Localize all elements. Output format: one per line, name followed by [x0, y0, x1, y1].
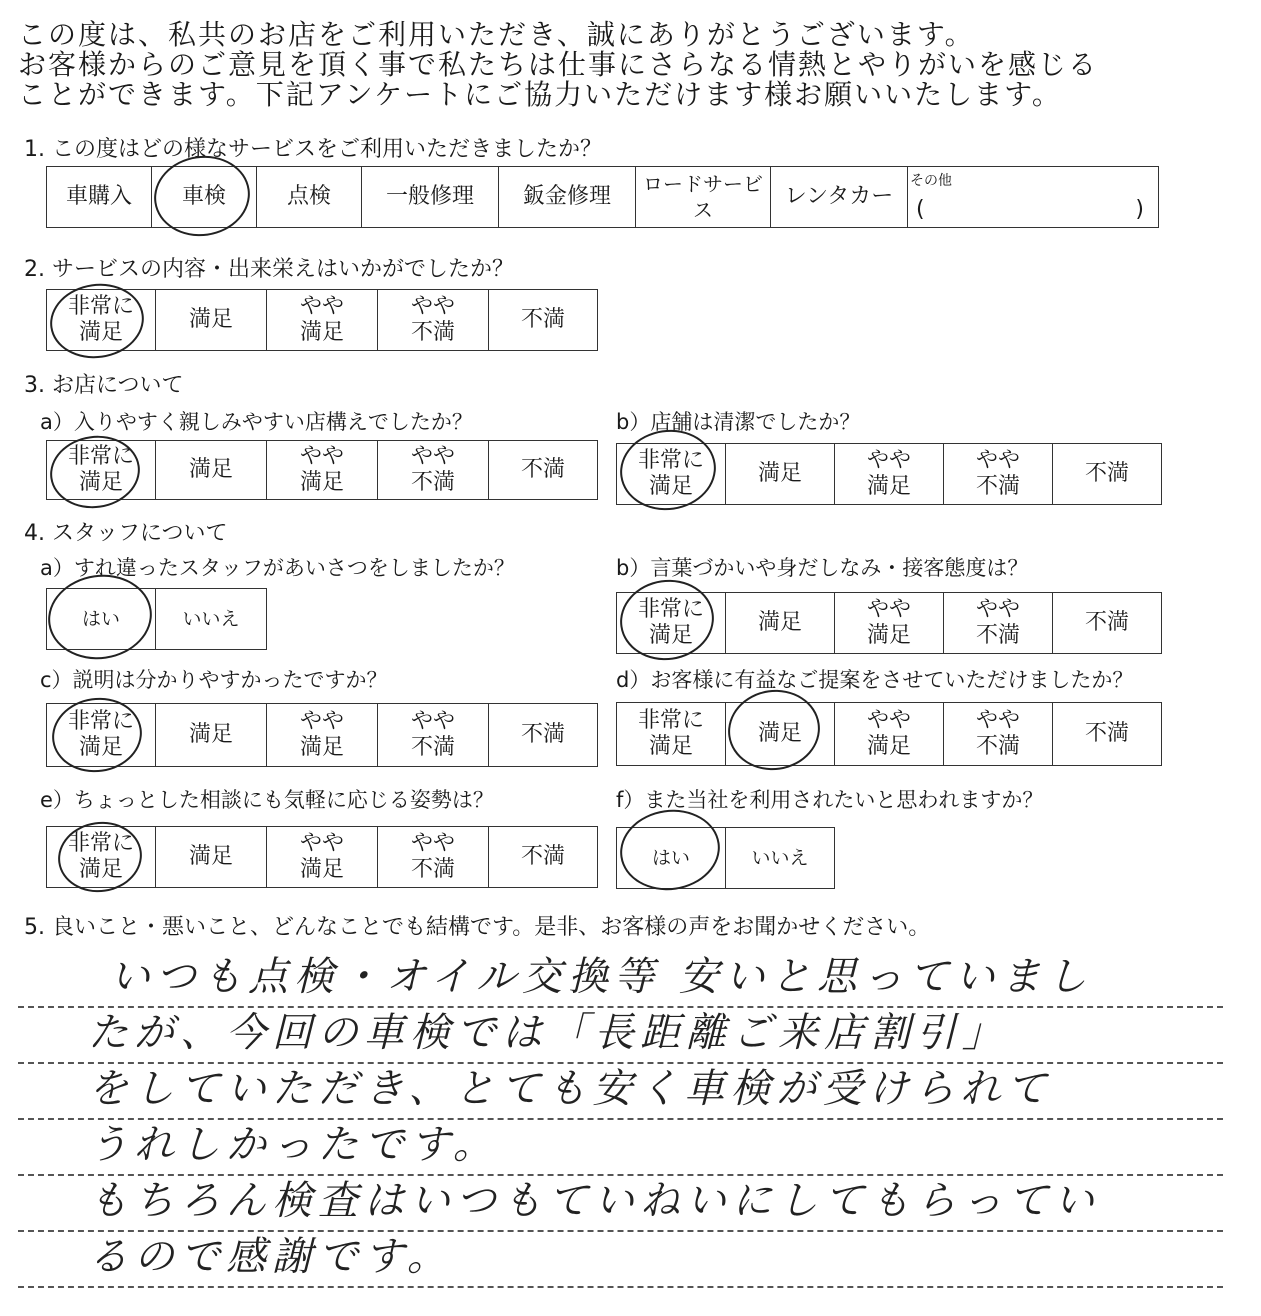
q4b-satisfied[interactable]: 満足: [726, 593, 835, 654]
q2-very-satisfied[interactable]: 非常に 満足: [47, 290, 156, 351]
q4e-title: e）ちょっとした相談にも気軽に応じる姿勢は？: [40, 788, 494, 812]
q4b-unsatisfied[interactable]: 不満: [1053, 593, 1162, 654]
q2-options: [46, 289, 598, 351]
q3a-somewhat-satisfied[interactable]: やや 満足: [267, 441, 378, 500]
q3a-unsatisfied[interactable]: 不満: [489, 441, 598, 500]
q4b-very-satisfied[interactable]: 非常に 満足: [617, 593, 726, 654]
q1-option-general-repair[interactable]: 一般修理: [362, 167, 499, 228]
q4a-no[interactable]: いいえ: [156, 589, 267, 650]
q1-other-close: ): [1135, 197, 1144, 222]
q4e-options: [46, 826, 598, 888]
q5-title: 5. 良いこと・悪いこと、どんなことでも結構です。是非、お客様の声をお聞かせください。: [24, 915, 931, 940]
comment-area: [18, 952, 1223, 1288]
intro-line-1: この度は、私共のお店をご利用いただき、誠にありがとうございます。: [18, 18, 975, 51]
q4f-title: f）また当社を利用されたいと思われますか？: [616, 788, 1044, 812]
q1-title: 1. この度はどの様なサービスをご利用いただきましたか？: [24, 137, 602, 162]
q3a-title: a）入りやすく親しみやすい店構えでしたか？: [40, 410, 473, 434]
q3a-satisfied[interactable]: 満足: [156, 441, 267, 500]
q4c-very-satisfied[interactable]: 非常に 満足: [47, 704, 156, 767]
q1-options: [46, 166, 1159, 228]
q4d-satisfied[interactable]: 満足: [726, 703, 835, 766]
q4c-title: c）説明は分かりやすかったですか？: [40, 668, 388, 692]
comment-line: うれしかったです。: [18, 1120, 1223, 1176]
q4f-yes[interactable]: はい: [617, 828, 726, 889]
q4e-somewhat-satisfied[interactable]: やや 満足: [267, 827, 378, 888]
q3a-very-satisfied[interactable]: 非常に 満足: [47, 441, 156, 500]
intro-text: [18, 20, 1248, 110]
q4c-somewhat-unsatisfied[interactable]: やや 不満: [378, 704, 489, 767]
q4a-title: a）すれ違ったスタッフがあいさつをしましたか？: [40, 556, 515, 580]
q4d-unsatisfied[interactable]: 不満: [1053, 703, 1162, 766]
q4e-unsatisfied[interactable]: 不満: [489, 827, 598, 888]
q3b-somewhat-satisfied[interactable]: やや 満足: [835, 444, 944, 505]
q4e-somewhat-unsatisfied[interactable]: やや 不満: [378, 827, 489, 888]
q3a-somewhat-unsatisfied[interactable]: やや 不満: [378, 441, 489, 500]
q4b-somewhat-satisfied[interactable]: やや 満足: [835, 593, 944, 654]
q4d-options: [616, 702, 1162, 766]
q4c-unsatisfied[interactable]: 不満: [489, 704, 598, 767]
q3b-very-satisfied[interactable]: 非常に 満足: [617, 444, 726, 505]
q4f-options: [616, 827, 835, 889]
q1-other-label: その他: [910, 173, 952, 189]
q2-somewhat-unsatisfied[interactable]: やや 不満: [378, 290, 489, 351]
q2-unsatisfied[interactable]: 不満: [489, 290, 598, 351]
q3-title: 3. お店について: [24, 373, 184, 398]
comment-line: いつも点検・オイル交換等 安いと思っていまし: [18, 952, 1223, 1008]
q1-option-other[interactable]: [908, 167, 1159, 228]
q4b-somewhat-unsatisfied[interactable]: やや 不満: [944, 593, 1053, 654]
q4d-somewhat-satisfied[interactable]: やや 満足: [835, 703, 944, 766]
q4d-title: d）お客様に有益なご提案をさせていただけましたか？: [616, 668, 1134, 692]
comment-line: をしていただき、とても安く車検が受けられて: [18, 1064, 1223, 1120]
q3b-options: [616, 443, 1162, 505]
q2-satisfied[interactable]: 満足: [156, 290, 267, 351]
q4a-yes[interactable]: はい: [47, 589, 156, 650]
q1-option-rental[interactable]: レンタカー: [771, 167, 908, 228]
q4f-no[interactable]: いいえ: [726, 828, 835, 889]
q4c-satisfied[interactable]: 満足: [156, 704, 267, 767]
q3b-somewhat-unsatisfied[interactable]: やや 不満: [944, 444, 1053, 505]
q4-title: 4. スタッフについて: [24, 521, 228, 546]
intro-line-2: お客様からのご意見を頂く事で私たちは仕事にさらなる情熱とやりがいを感じる: [18, 48, 1099, 81]
q1-option-inspection[interactable]: 車検: [152, 167, 257, 228]
q1-option-car-purchase[interactable]: 車購入: [47, 167, 152, 228]
q4e-satisfied[interactable]: 満足: [156, 827, 267, 888]
q1-option-road-service[interactable]: ロードサービス: [636, 167, 771, 228]
intro-line-3: ことができます。下記アンケートにご協力いただけます様お願いいたします。: [18, 78, 1062, 111]
comment-line: るので感謝です。: [18, 1232, 1223, 1288]
q4a-options: [46, 588, 267, 650]
q4b-title: b）言葉づかいや身だしなみ・接客態度は？: [616, 556, 1029, 580]
q2-title: 2. サービスの内容・出来栄えはいかがでしたか？: [24, 257, 514, 282]
comment-line: もちろん検査はいつもていねいにしてもらってい: [18, 1176, 1223, 1232]
q4c-somewhat-satisfied[interactable]: やや 満足: [267, 704, 378, 767]
q1-other-open: (: [916, 197, 925, 222]
comment-line: たが、今回の車検では「長距離ご来店割引」: [18, 1008, 1223, 1064]
q4c-options: [46, 703, 598, 767]
q4b-options: [616, 592, 1162, 654]
q2-somewhat-satisfied[interactable]: やや 満足: [267, 290, 378, 351]
q3b-unsatisfied[interactable]: 不満: [1053, 444, 1162, 505]
q1-option-checkup[interactable]: 点検: [257, 167, 362, 228]
q4e-very-satisfied[interactable]: 非常に 満足: [47, 827, 156, 888]
q4d-somewhat-unsatisfied[interactable]: やや 不満: [944, 703, 1053, 766]
q3b-satisfied[interactable]: 満足: [726, 444, 835, 505]
q4d-very-satisfied[interactable]: 非常に 満足: [617, 703, 726, 766]
q1-option-body-repair[interactable]: 鈑金修理: [499, 167, 636, 228]
q3b-title: b）店舗は清潔でしたか？: [616, 410, 861, 434]
q3a-options: [46, 440, 598, 500]
